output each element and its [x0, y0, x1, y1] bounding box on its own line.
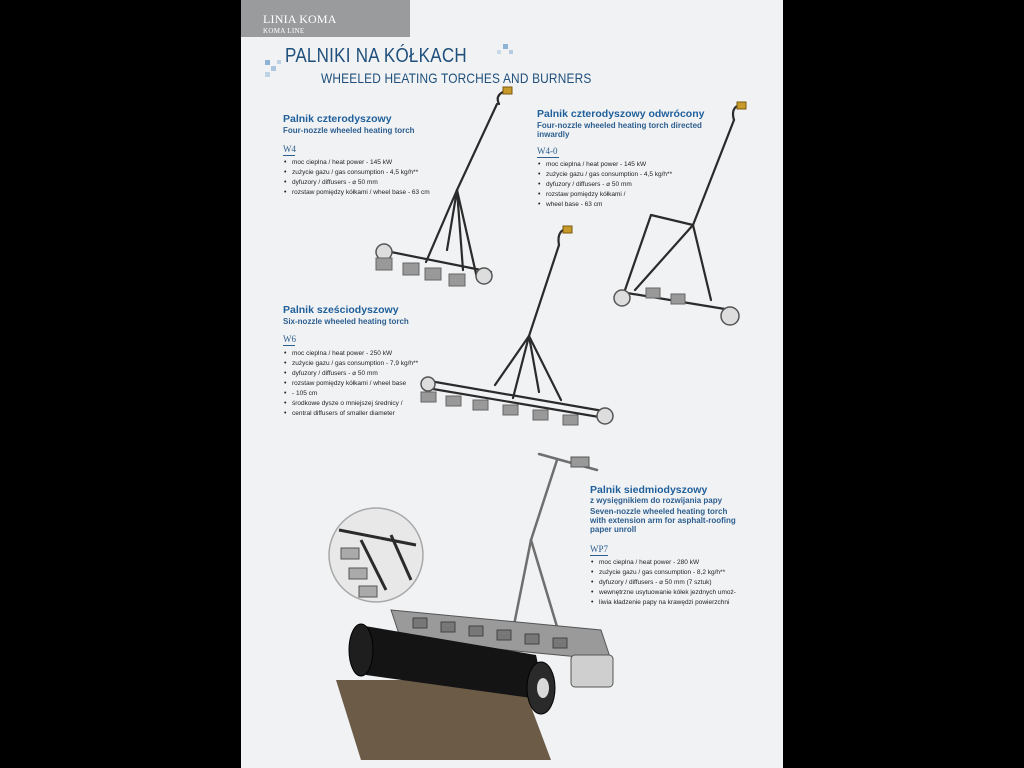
product-w40-code: W4-0 — [537, 146, 558, 156]
product-w4-name: Palnik czterodyszowy — [283, 113, 392, 125]
wp7-torch-image — [329, 454, 613, 760]
w40-torch-image — [614, 102, 746, 325]
spec-item: • moc cieplna / heat power - 145 kW — [283, 158, 430, 168]
product-w6-name: Palnik sześciodyszowy — [283, 304, 399, 316]
spec-item: • dyfuzory / diffusers - ⌀ 50 mm (7 sztuk) — [590, 578, 736, 588]
spec-item: • liwia kładzenie papy na krawędzi powierzchni — [590, 598, 736, 608]
spec-item: • - 105 cm — [283, 389, 418, 399]
spec-item: • zużycie gazu / gas consumption - 4,5 kg/h** — [283, 168, 430, 178]
product-wp7-name: Palnik siedmiodyszowy — [590, 484, 708, 496]
spec-item: • dyfuzory / diffusers - ⌀ 50 mm — [537, 180, 672, 190]
spec-item: • rozstaw pomiędzy kółkami / wheel base — [283, 379, 418, 389]
product-w6-code: W6 — [283, 334, 296, 344]
spec-item: • zużycie gazu / gas consumption - 8,2 kg/h** — [590, 568, 736, 578]
w6-torch-image — [421, 226, 613, 425]
product-wp7-code: WP7 — [590, 544, 608, 554]
spec-item: • wewnętrzne usytuowanie kółek jezdnych umoż- — [590, 588, 736, 598]
product-wp7-subtitle: Seven-nozzle wheeled heating torch with extension arm for asphalt-roofing paper unroll — [590, 507, 736, 534]
page-title: PALNIKI NA KÓŁKACH — [285, 45, 467, 67]
page-subtitle: WHEELED HEATING TORCHES AND BURNERS — [321, 70, 592, 86]
spec-item: • moc cieplna / heat power - 280 kW — [590, 558, 736, 568]
product-wp7-subtitle-pl: z wysięgnikiem do rozwijania papy — [590, 496, 723, 505]
spec-item: • zużycie gazu / gas consumption - 7,9 kg/h** — [283, 359, 418, 369]
tab-title: LINIA KOMA — [263, 12, 337, 26]
product-illustrations — [241, 0, 783, 768]
spec-item: • central diffusers of smaller diameter — [283, 409, 418, 419]
spec-item: • dyfuzory / diffusers - ⌀ 50 mm — [283, 369, 418, 379]
spec-item: • moc cieplna / heat power - 250 kW — [283, 349, 418, 359]
spec-item: • rozstaw pomiędzy kółkami / — [537, 190, 672, 200]
spec-item: • dyfuzory / diffusers - ⌀ 50 mm — [283, 178, 430, 188]
product-w6-subtitle: Six-nozzle wheeled heating torch — [283, 317, 409, 326]
spec-item: • moc cieplna / heat power - 145 kW — [537, 160, 672, 170]
spec-item: • wheel base - 63 cm — [537, 200, 672, 210]
spec-item: • zużycie gazu / gas consumption - 4,5 kg/h** — [537, 170, 672, 180]
product-w40-name: Palnik czterodyszowy odwrócony — [537, 108, 705, 120]
spec-item: • środkowe dysze o mniejszej średnicy / — [283, 399, 418, 409]
w4-torch-image — [376, 87, 512, 286]
spec-item: • rozstaw pomiędzy kółkami / wheel base - 63 cm — [283, 188, 430, 198]
product-w4-code: W4 — [283, 144, 296, 154]
brochure-page — [241, 0, 783, 768]
product-w4-subtitle: Four-nozzle wheeled heating torch — [283, 126, 415, 135]
tab-subtitle: KOMA LINE — [263, 27, 305, 35]
product-w40-subtitle: Four-nozzle wheeled heating torch directed inwardly — [537, 121, 702, 139]
